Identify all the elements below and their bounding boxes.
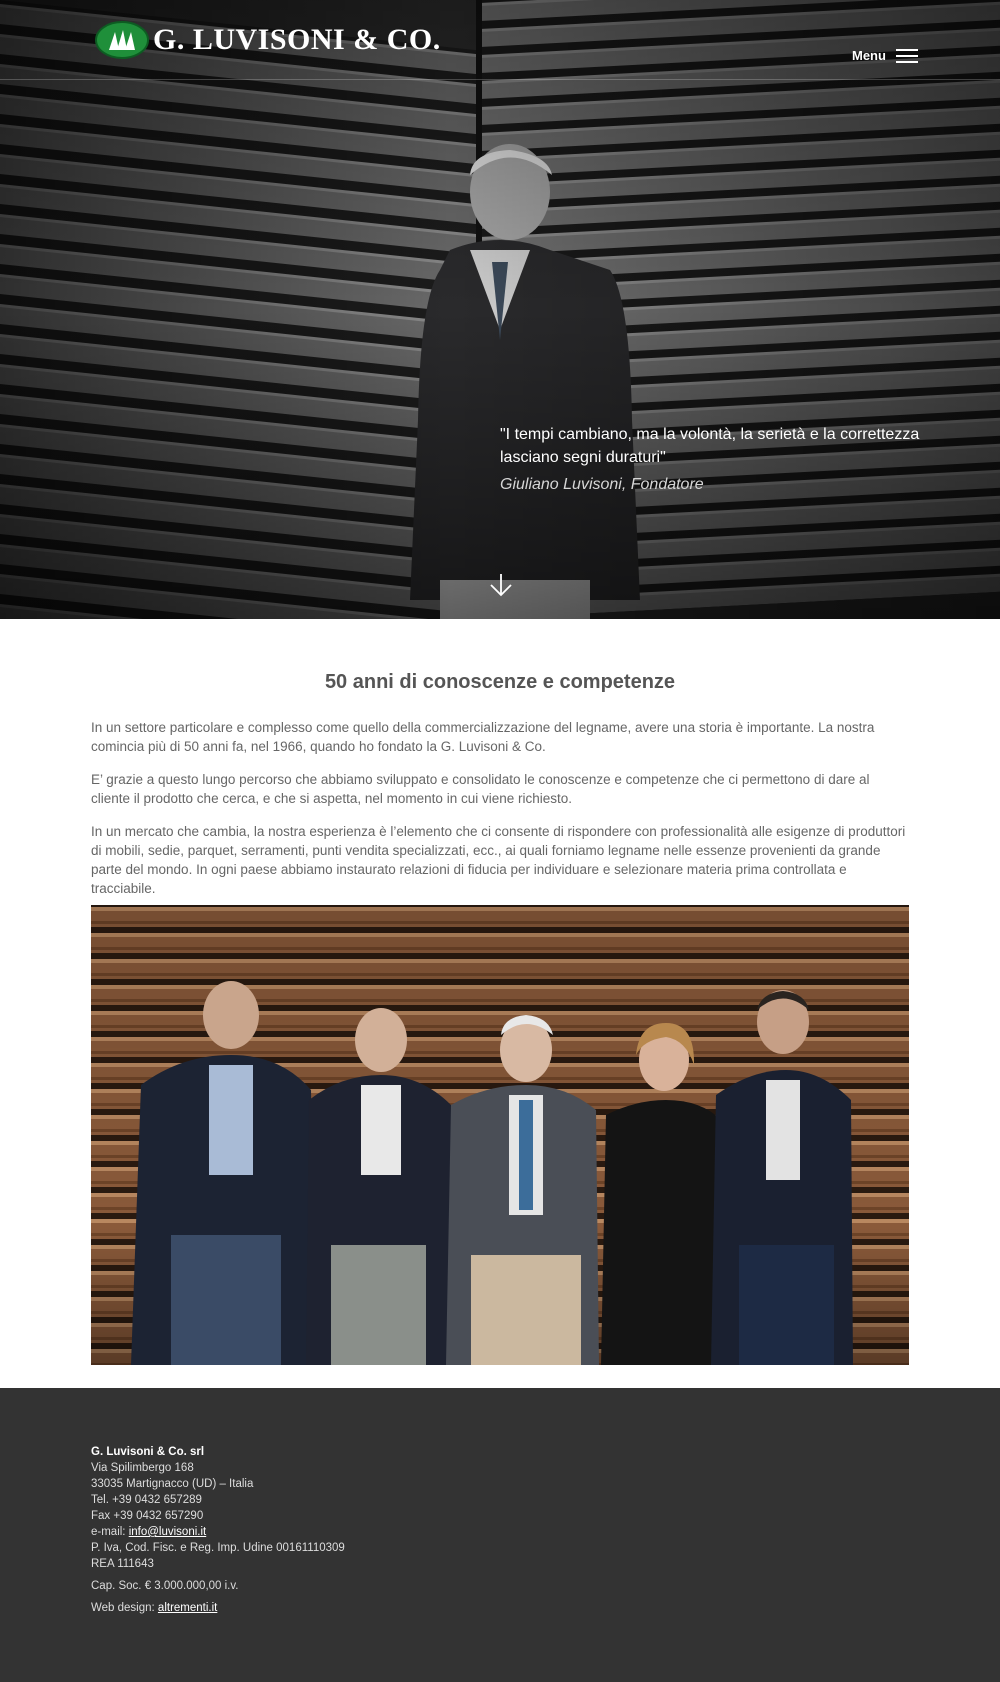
hero-photo-founder [0,0,1000,619]
header-divider [0,79,1000,80]
footer-address-line: 33035 Martignacco (UD) – Italia [91,1478,254,1490]
footer-webdesign-row [91,1600,345,1616]
trees-logo-icon [95,20,149,60]
footer-phone: Tel. +39 0432 657289 [91,1494,202,1506]
menu-button[interactable] [852,48,918,63]
footer-email-link[interactable]: info@luvisoni.it [128,1526,207,1538]
footer-email-label: e-mail: [91,1526,129,1538]
footer-webdesign-label: Web design: [91,1602,158,1614]
site-footer [0,1388,1000,1682]
brand-logo[interactable] [95,20,441,60]
footer-email-row [91,1524,345,1540]
footer-fax: Fax +39 0432 657290 [91,1510,204,1522]
footer-vat: P. Iva, Cod. Fisc. e Reg. Imp. Udine 00161110309 [91,1542,345,1554]
brand-name: G. LUVISONI & CO. [153,23,441,56]
menu-label: Menu [852,48,886,63]
footer-contact [91,1444,345,1616]
footer-address-line: Via Spilimbergo 168 [91,1462,194,1474]
section-title: 50 anni di conoscenze e competenze [324,671,676,693]
footer-capital: Cap. Soc. € 3.000.000,00 i.v. [91,1580,239,1592]
team-photo-illustration [91,905,909,1365]
footer-webdesign-link[interactable]: altrementi.it [157,1602,218,1614]
team-photo [91,905,909,1365]
about-paragraph: In un mercato che cambia, la nostra esperienza è l’elemento che ci consente di rispondere con professionalità alle esigenze di produttori di mobili, sedie, parquet, serramenti, punti vendita specializzati, ecc., ai quali forniamo legname nelle essenze provenienti da grande parte del mondo. In ogni paese abbiamo instaurato relazioni di fiducia per individuare e selezionare materia prima controllata e tracciabile. [91,824,906,896]
founder-quote: "I tempi cambiano, ma la volontà, la serietà e la correttezza lasciano segni duraturi" [500,426,920,466]
arrow-down-icon[interactable] [488,572,514,598]
about-section [91,668,909,912]
hero-section [0,0,1000,619]
about-paragraph: In un settore particolare e complesso come quello della commercializzazione del legname, avere una storia è importante. La nostra comincia più di 50 anni fa, nel 1966, quando ho fondato la G. Luvisoni & Co. [91,720,875,754]
quote-author: Giuliano Luvisoni, Fondatore [500,476,704,493]
footer-company: G. Luvisoni & Co. srl [91,1446,205,1458]
about-paragraph: E’ grazie a questo lungo percorso che abbiamo sviluppato e consolidato le conoscenze e competenze che ci permettono di dare al cliente il prodotto che cerca, e che si aspetta, nel momento in cui viene richiesto. [91,772,870,806]
hamburger-icon [896,49,918,63]
footer-rea: REA 111643 [91,1558,154,1570]
